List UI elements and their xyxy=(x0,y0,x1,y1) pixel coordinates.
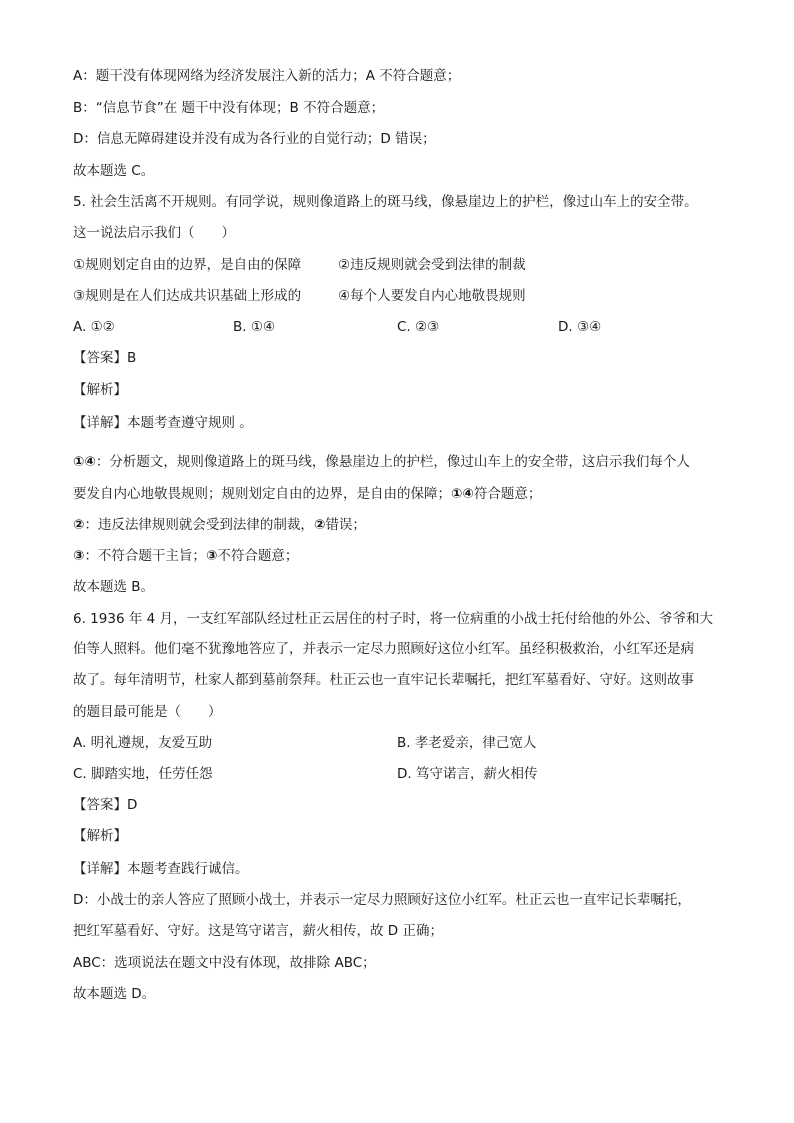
q4-explanation-a: A：题干没有体现网络为经济发展注入新的活力；A 不符合题意； xyxy=(73,68,461,84)
q6-detail: 【详解】本题考查践行诚信。 xyxy=(73,861,249,877)
q5-stem-line-1: 5. 社会生活离不开规则。有同学说，规则像道路上的斑马线，像悬崖边上的护栏，像过山车上的安全带。 xyxy=(73,194,698,210)
q5-explanation-2: ②：违反法律规则就会受到法律的制裁，②错误； xyxy=(73,517,366,533)
q6-option-d: D. 笃守诺言，薪火相传 xyxy=(397,766,538,782)
q5-statement-4: ④每个人要发自内心地敬畏规则 xyxy=(338,288,526,304)
q6-analysis-label: 【解析】 xyxy=(73,828,127,844)
q6-stem-line-3: 故了。每年清明节，杜家人都到墓前祭拜。杜正云也一直牢记长辈嘱托，把红军墓看好、守好。这则故事 xyxy=(73,672,694,688)
q5-answer: 【答案】B xyxy=(73,350,137,366)
q4-conclusion: 故本题选 C。 xyxy=(73,163,155,179)
q6-option-b: B. 孝老爱亲，律己宽人 xyxy=(397,735,537,751)
q5-stem-line-2: 这一说法启示我们（ ） xyxy=(73,225,235,241)
q5-explanation-1: ①④：分析题文，规则像道路上的斑马线，像悬崖边上的护栏，像过山车上的安全带，这启示我们每个人 xyxy=(73,454,690,470)
q4-explanation-d: D：信息无障碍建设并没有成为各行业的自觉行动；D 错误； xyxy=(73,131,436,147)
q5-analysis-label: 【解析】 xyxy=(73,382,127,398)
q5-option-c: C. ②③ xyxy=(397,319,440,335)
q6-explanation-3: ABC：选项说法在题文中没有体现，故排除 ABC； xyxy=(73,955,376,971)
q5-explanation-1-marker: ①④ xyxy=(73,454,96,470)
q6-conclusion: 故本题选 D。 xyxy=(73,986,156,1002)
q5-option-a: A. ①② xyxy=(73,319,115,335)
q6-answer: 【答案】D xyxy=(73,797,138,813)
q5-conclusion: 故本题选 B。 xyxy=(73,579,155,595)
q6-stem-line-1: 6. 1936 年 4 月，一支红军部队经过杜正云居住的村子时，将一位病重的小战士托付给他的外公、爷爷和大 xyxy=(73,611,713,627)
q5-statement-1: ①规则划定自由的边界，是自由的保障 xyxy=(73,257,302,273)
q5-option-d: D. ③④ xyxy=(558,319,602,335)
q6-stem-line-4: 的题目最可能是（ ） xyxy=(73,704,222,720)
q5-statement-3: ③规则是在人们达成共识基础上形成的 xyxy=(73,288,302,304)
q6-option-c: C. 脚踏实地，任劳任怨 xyxy=(73,766,213,782)
q6-stem-line-2: 伯等人照料。他们毫不犹豫地答应了，并表示一定尽力照顾好这位小红军。虽经积极救治，小红军还是病 xyxy=(73,641,694,657)
q5-option-b: B. ①④ xyxy=(233,319,276,335)
q5-explanation-3: ③：不符合题干主旨；③不符合题意； xyxy=(73,548,299,564)
q5-statement-2: ②违反规则就会受到法律的制裁 xyxy=(338,257,526,273)
q4-explanation-b: B：“信息节食”在 题干中没有体现；B 不符合题意； xyxy=(73,100,385,116)
q5-explanation-1-cont: 要发自内心地敬畏规则；规则划定自由的边界，是自由的保障；①④符合题意； xyxy=(73,486,542,502)
q5-detail: 【详解】本题考查遵守规则 。 xyxy=(73,415,253,431)
q6-option-a: A. 明礼遵规，友爱互助 xyxy=(73,735,213,751)
q6-explanation-2: 把红军墓看好、守好。这是笃守诺言，薪火相传，故 D 正确； xyxy=(73,923,443,939)
q6-explanation-1: D：小战士的亲人答应了照顾小战士，并表示一定尽力照顾好这位小红军。杜正云也一直牢记长辈嘱托， xyxy=(73,892,691,908)
